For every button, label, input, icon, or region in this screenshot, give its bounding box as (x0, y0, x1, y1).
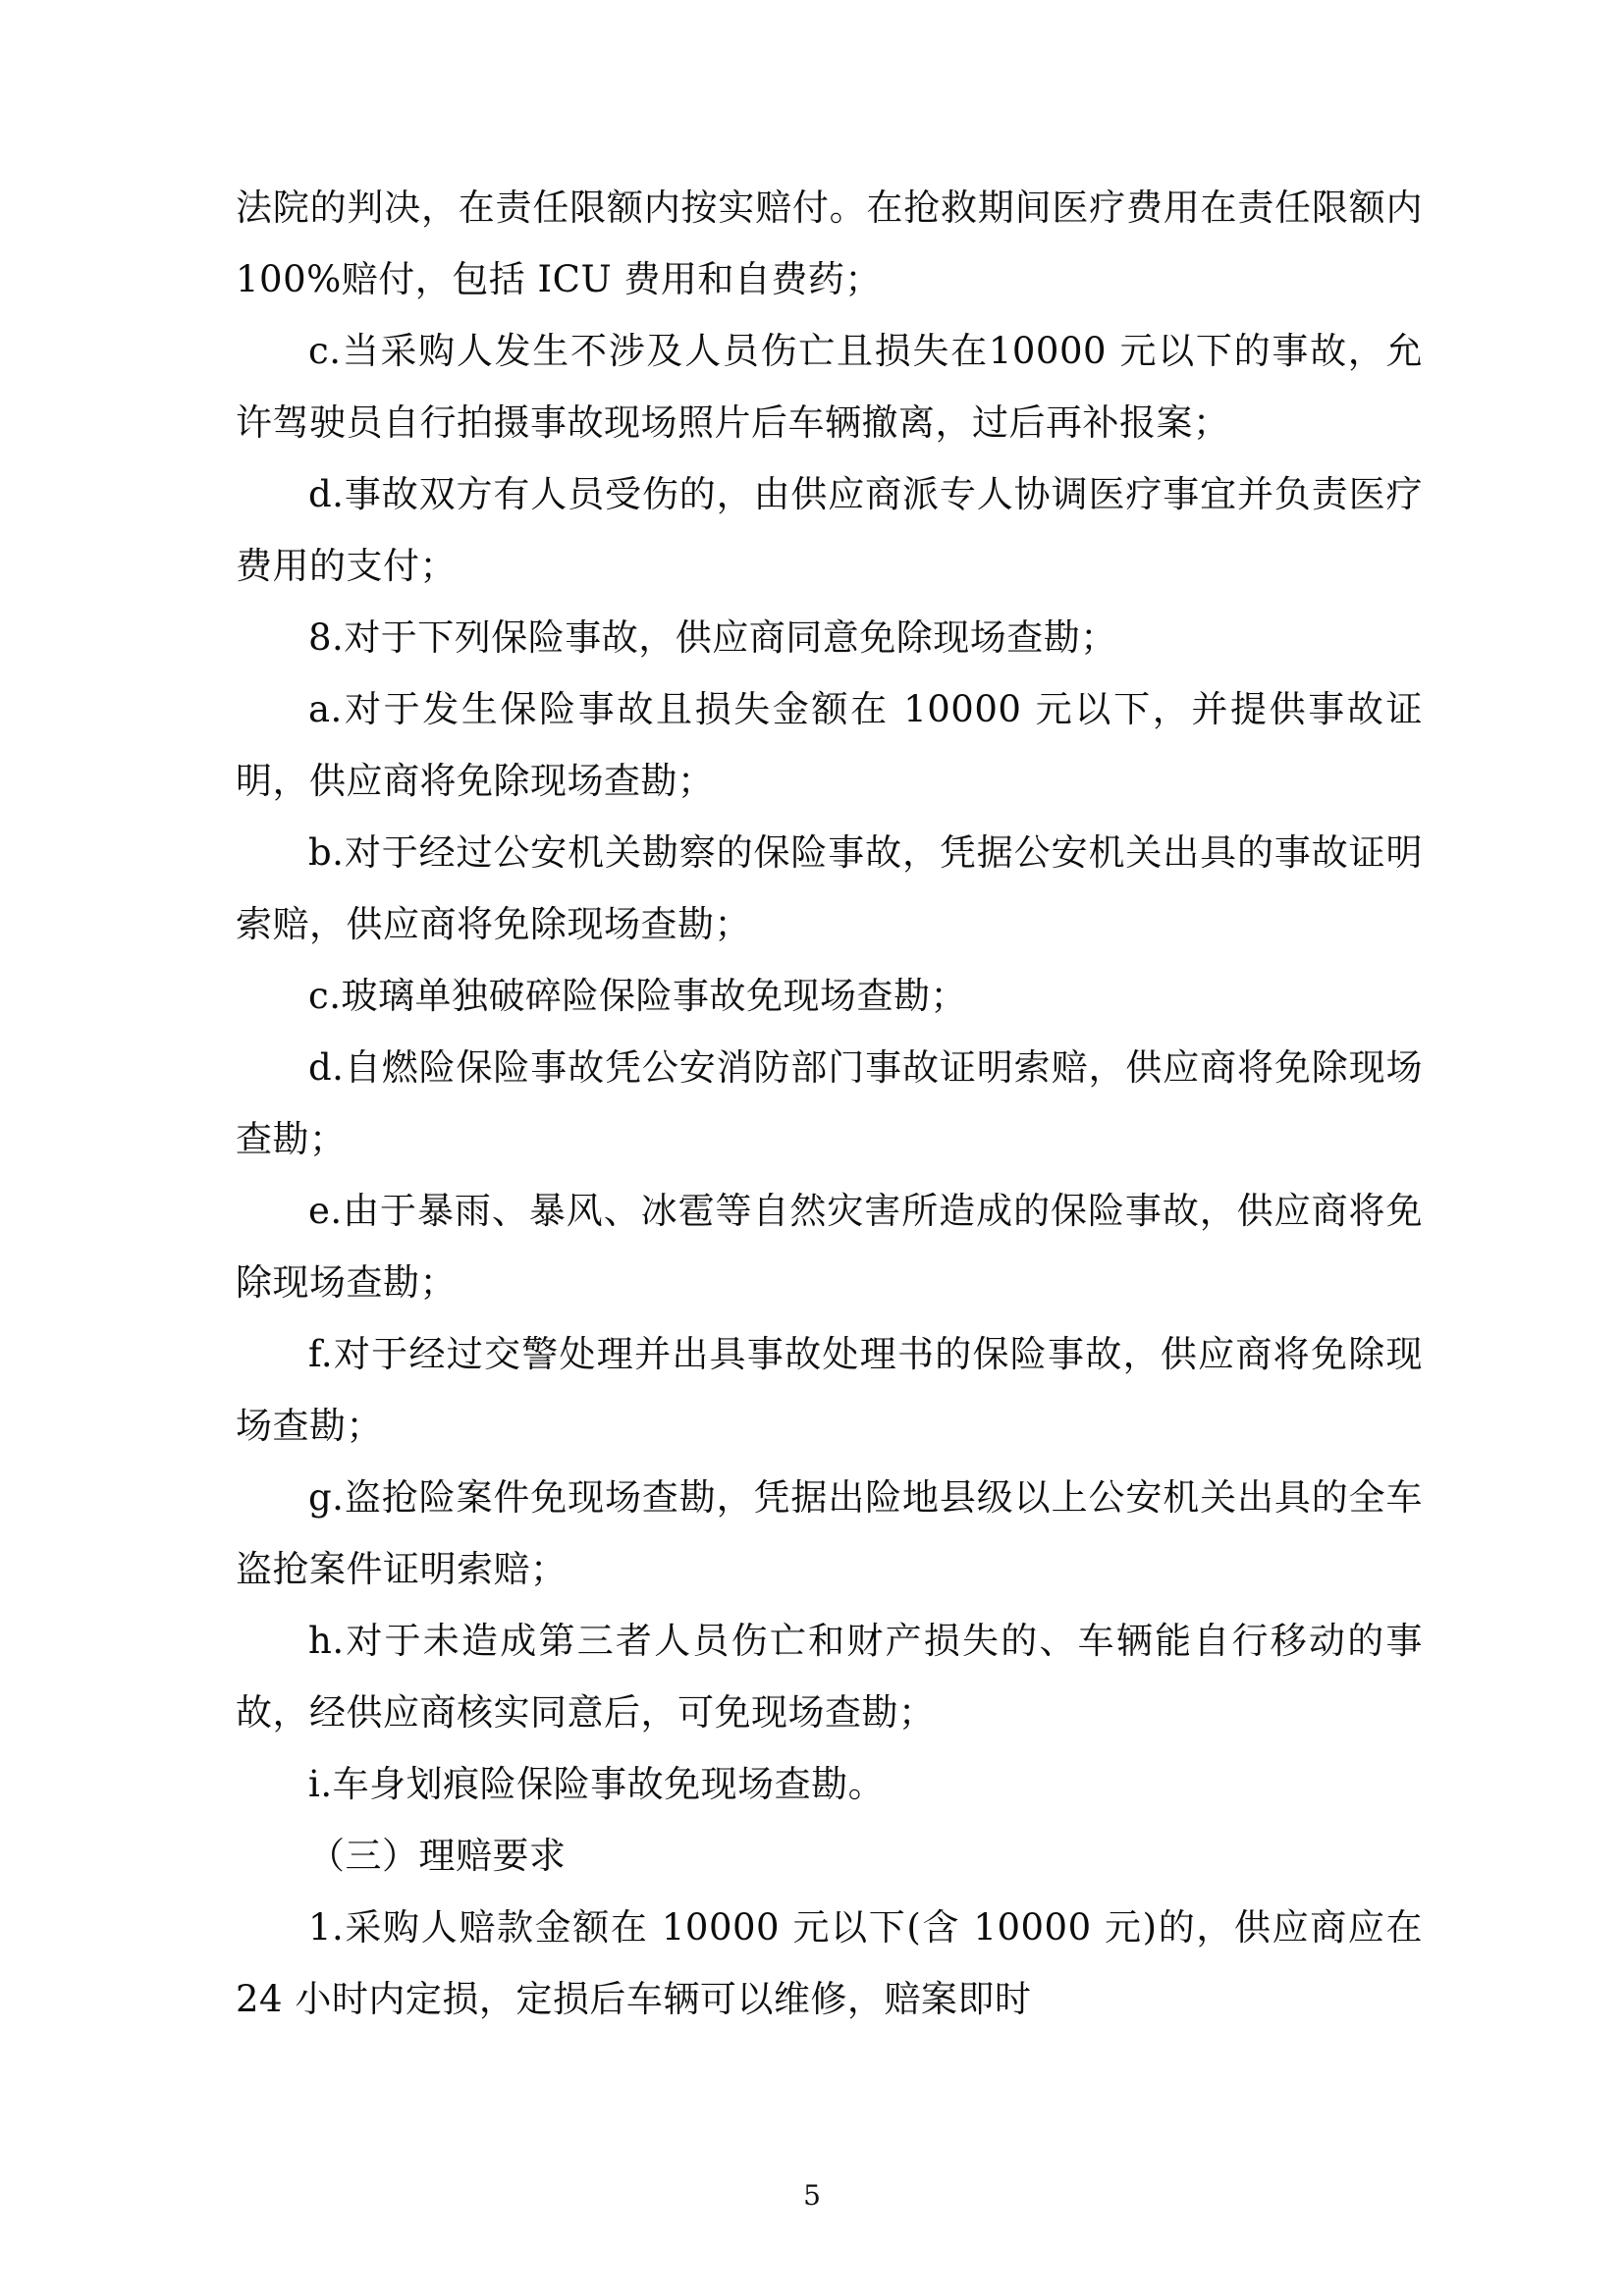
paragraph: c.当采购人发生不涉及人员伤亡且损失在10000 元以下的事故，允许驾驶员自行拍摄事故现场照片后车辆撤离，过后再补报案； (236, 330, 1423, 444)
paragraph: 8.对于下列保险事故，供应商同意免除现场查勘； (308, 616, 1117, 659)
page-number: 5 (803, 2179, 821, 2212)
paragraph: （三）理赔要求 (308, 1835, 567, 1877)
paragraph: a.对于发生保险事故且损失金额在 10000 元以下，并提供事故证明，供应商将免除现场查勘； (236, 688, 1423, 802)
document-body (236, 172, 1423, 2035)
paragraph: 法院的判决，在责任限额内按实赔付。在抢救期间医疗费用在责任限额内 100%赔付，包括 ICU 费用和自费药； (236, 187, 1423, 300)
paragraph: c.玻璃单独破碎险保险事故免现场查勘； (308, 975, 967, 1017)
paragraph: d.自燃险保险事故凭公安消防部门事故证明索赔，供应商将免除现场查勘； (236, 1046, 1423, 1160)
paragraph: e.由于暴雨、暴风、冰雹等自然灾害所造成的保险事故，供应商将免除现场查勘； (236, 1190, 1423, 1304)
paragraph: i.车身划痕险保险事故免现场查勘。 (308, 1763, 886, 1805)
paragraph: f.对于经过交警处理并出具事故处理书的保险事故，供应商将免除现场查勘； (236, 1333, 1423, 1447)
paragraph: h.对于未造成第三者人员伤亡和财产损失的、车辆能自行移动的事故，经供应商核实同意后，可免现场查勘； (236, 1620, 1423, 1734)
paragraph: 1.采购人赔款金额在 10000 元以下(含 10000 元)的，供应商应在 24 小时内定损，定损后车辆可以维修，赔案即时 (236, 1906, 1423, 2020)
paragraph: b.对于经过公安机关勘察的保险事故，凭据公安机关出具的事故证明索赔，供应商将免除现场查勘； (236, 831, 1423, 945)
paragraph: d.事故双方有人员受伤的，由供应商派专人协调医疗事宜并负责医疗费用的支付； (236, 473, 1423, 587)
paragraph: g.盗抢险案件免现场查勘，凭据出险地县级以上公安机关出具的全车盗抢案件证明索赔； (236, 1476, 1423, 1590)
